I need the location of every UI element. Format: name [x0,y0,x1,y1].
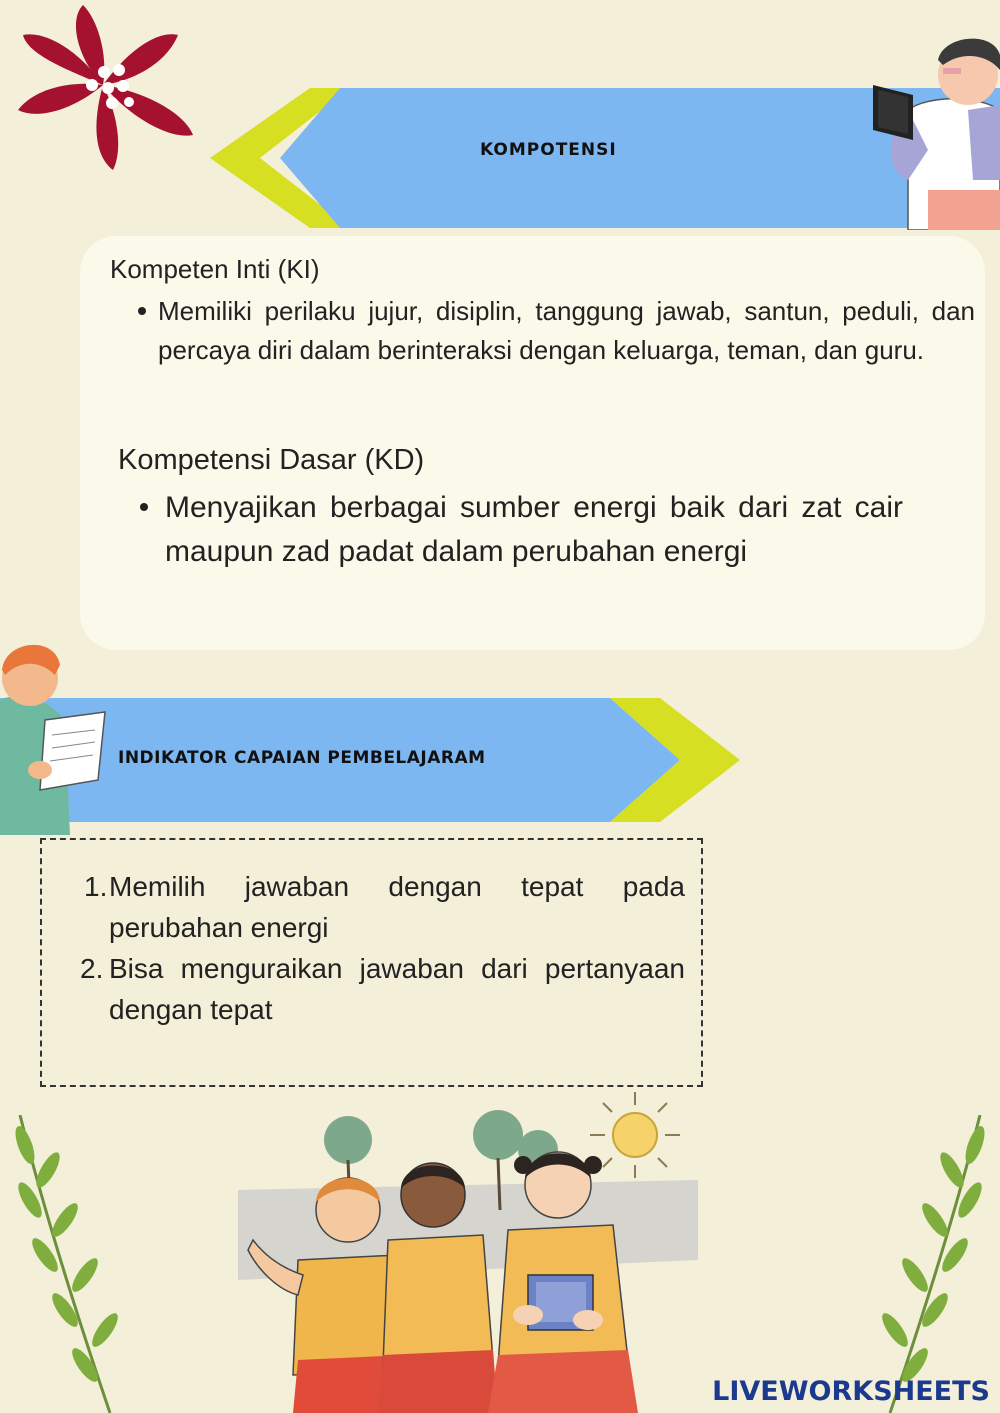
indicator-text-1: Memilih jawaban dengan tepat pada perubahan energi [109,871,685,943]
flower-icon [8,0,198,175]
leaf-branch-icon [0,1115,150,1413]
kd-bullet-text: Menyajikan berbagai sumber energi baik dari zat cair maupun zad padat dalam perubahan energi [165,491,903,568]
indicator-item-2 [80,948,685,1030]
indicator-text-2: Bisa menguraikan jawaban dari pertanyaan dengan tepat [109,953,685,1025]
ki-bullet-text: Memiliki perilaku jujur, disiplin, tanggung jawab, santun, peduli, dan percaya diri dalam berinteraksi dengan keluarga, teman, dan guru. [158,296,975,365]
indikator-title: INDIKATOR CAPAIAN PEMBELAJARAM [118,748,486,768]
kompetensi-title: KOMPOTENSI [480,140,617,160]
indicator-number-1: 1. [84,871,108,902]
children-group-illustration [238,1110,698,1413]
indicator-number-2: 2. [80,953,104,984]
kd-bullet-dot [140,503,148,511]
ki-bullet-dot [138,307,146,315]
student-paper-icon [0,630,115,835]
indicator-item-1 [84,866,685,948]
ki-heading: Kompeten Inti (KI) [110,254,320,284]
leaf-branch-icon [850,1115,1000,1413]
student-reading-icon [868,30,1000,230]
watermark-logo: LIVEWORKSHEETS [712,1376,990,1407]
kd-heading: Kompetensi Dasar (KD) [118,444,425,476]
